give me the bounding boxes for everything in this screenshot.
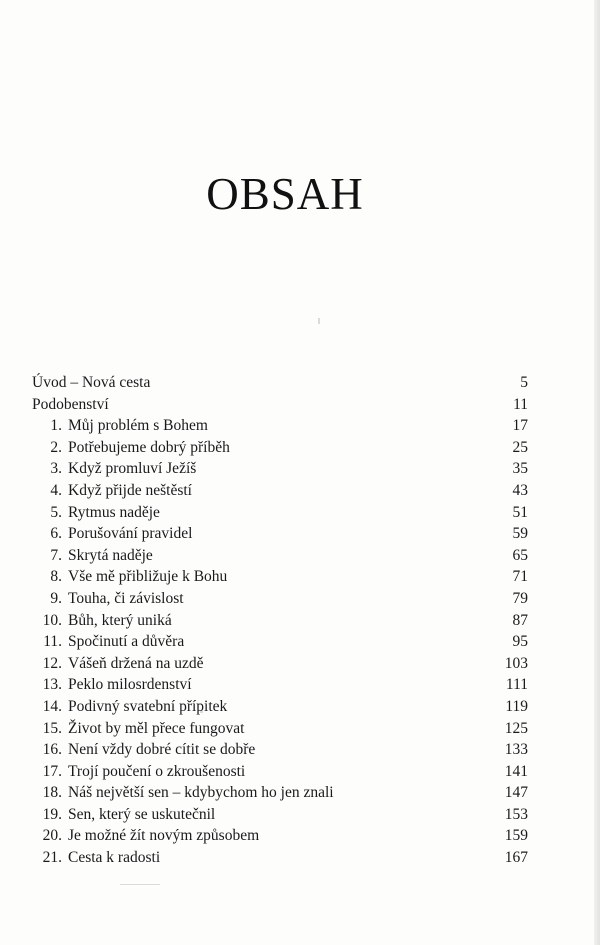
toc-entry: [32, 653, 528, 675]
toc-entry-title: Spočinutí a důvěra: [68, 633, 185, 651]
toc-entry-title: Podivný svatební přípitek: [68, 697, 228, 715]
toc-entry-page-number: 147: [504, 784, 528, 802]
toc-entry-title: Peklo milosrdenství: [68, 676, 192, 694]
toc-entry-title: Cesta k radosti: [68, 849, 161, 867]
toc-entry-title: Když přijde neštěstí: [68, 481, 192, 499]
toc-entry-number: 15.: [42, 719, 62, 737]
toc-entry-page-number: 79: [512, 589, 528, 607]
toc-entry: [32, 502, 528, 524]
toc-entry: [32, 394, 528, 416]
toc-entry-title: Vášeň držená na uzdě: [68, 654, 204, 672]
toc-entry-title: Je možné žít novým způsobem: [68, 827, 260, 845]
toc-entry-number: 1.: [50, 417, 62, 435]
toc-entry-title: Sen, který se uskutečnil: [68, 805, 216, 823]
toc-entry-page-number: 35: [512, 460, 528, 478]
toc-entry-page-number: 51: [512, 503, 528, 521]
toc-entry-number: 5.: [50, 503, 62, 521]
toc-entry-page-number: 119: [505, 697, 528, 715]
toc-entry-number: 14.: [42, 697, 62, 715]
toc-entry-number: 20.: [42, 827, 62, 845]
toc-entry-page-number: 111: [505, 676, 528, 694]
toc-entry-page-number: 17: [512, 417, 528, 435]
toc-entry: [32, 631, 528, 653]
toc-entry: [32, 415, 528, 437]
toc-entry-page-number: 65: [512, 546, 528, 564]
toc-entry-page-number: 133: [504, 741, 528, 759]
toc-entry-title: Touha, či závislost: [68, 589, 184, 607]
toc-entry: [32, 674, 528, 696]
toc-entry-title: Když promluví Ježíš: [68, 460, 197, 478]
toc-entry-page-number: 5: [520, 374, 528, 391]
toc-entry-number: 8.: [50, 568, 62, 586]
scan-speck: [318, 318, 320, 324]
toc-entry-title: Podobenství: [32, 395, 109, 413]
toc-entry-title: Není vždy dobré cítit se dobře: [68, 741, 256, 759]
toc-entry-title: Porušování pravidel: [68, 525, 193, 543]
toc-entry-page-number: 153: [504, 805, 528, 823]
toc-entry-page-number: 43: [512, 481, 528, 499]
toc-entry-number: 2.: [50, 438, 62, 456]
toc-entry-title: Potřebujeme dobrý příběh: [68, 438, 230, 456]
toc-entry: [32, 696, 528, 718]
toc-entry: [32, 718, 528, 740]
toc-entry-number: 19.: [42, 805, 62, 823]
toc-entry-number: 18.: [42, 784, 62, 802]
toc-entry: [32, 523, 528, 545]
toc-entry-page-number: 71: [512, 568, 528, 586]
toc-entry: [32, 545, 528, 567]
page-title: OBSAH: [206, 169, 364, 219]
toc-entry-title: Můj problém s Bohem: [68, 417, 208, 435]
toc-entry-number: 13.: [42, 676, 62, 694]
toc-entry: [32, 610, 528, 632]
toc-entry: [32, 847, 528, 869]
toc-entry-page-number: 87: [512, 611, 528, 629]
toc-entry-number: 11.: [43, 633, 62, 651]
toc-entry-number: 21.: [42, 849, 62, 867]
toc-entry-number: 10.: [42, 611, 62, 629]
toc-entry-number: 6.: [50, 525, 62, 543]
toc-entry: [32, 437, 528, 459]
toc-entry-number: 3.: [50, 460, 62, 478]
toc-entry: [32, 782, 528, 804]
table-of-contents: [32, 372, 528, 869]
toc-entry: [32, 588, 528, 610]
toc-entry-title: Trojí poučení o zkroušenosti: [68, 762, 246, 780]
toc-entry-number: 17.: [42, 762, 62, 780]
toc-entry-title: Vše mě přibližuje k Bohu: [68, 568, 228, 586]
toc-entry-number: 7.: [50, 546, 62, 564]
toc-entry-page-number: 11: [513, 395, 528, 413]
toc-entry-title: Rytmus naděje: [68, 503, 160, 521]
toc-entry-page-number: 25: [512, 438, 528, 456]
page-edge-shadow: [594, 0, 600, 945]
toc-entry: [32, 480, 528, 502]
toc-entry: [32, 739, 528, 761]
toc-entry-number: 12.: [42, 654, 62, 672]
toc-entry-page-number: 95: [512, 633, 528, 651]
toc-entry-page-number: 159: [504, 827, 528, 845]
toc-entry: [32, 804, 528, 826]
toc-entry-page-number: 167: [504, 849, 528, 867]
toc-entry: [32, 825, 528, 847]
toc-entry: [32, 761, 528, 783]
toc-entry-page-number: 59: [512, 525, 528, 543]
toc-entry-number: 4.: [50, 481, 62, 499]
toc-entry-number: 16.: [42, 741, 62, 759]
toc-entry-number: 9.: [50, 589, 62, 607]
toc-entry: [32, 458, 528, 480]
toc-entry-page-number: 141: [504, 762, 528, 780]
toc-entry-title: Bůh, který uniká: [68, 611, 172, 629]
toc-entry-title: Život by měl přece fungovat: [68, 719, 245, 737]
toc-entry-title: Skrytá naděje: [68, 546, 153, 564]
toc-entry-page-number: 103: [504, 654, 528, 672]
toc-entry: [32, 566, 528, 588]
toc-entry: [32, 372, 528, 394]
toc-entry-title: Úvod – Nová cesta: [32, 374, 151, 391]
toc-entry-page-number: 125: [504, 719, 528, 737]
scan-speck: [120, 884, 160, 885]
toc-entry-title: Náš největší sen – kdybychom ho jen znali: [68, 784, 334, 802]
